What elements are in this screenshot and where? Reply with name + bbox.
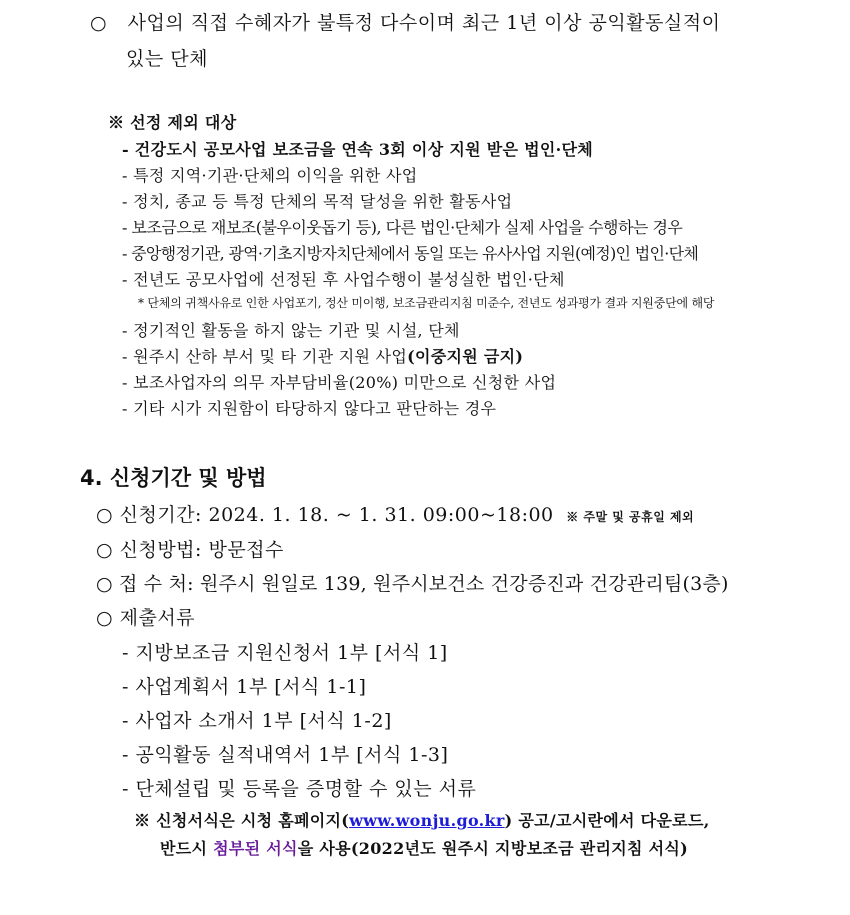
exclusion-item-4: - 보조금으로 재보조(불우이웃돕기 등), 다른 법인·단체가 실제 사업을 수행하는 경우	[122, 218, 683, 237]
notice-line-2	[160, 836, 688, 859]
exclusion-item-8-bold: (이중지원 금지)	[407, 347, 524, 366]
notice-line-1	[134, 808, 710, 831]
exclusion-item-10: - 기타 시가 지원함이 타당하지 않다고 판단하는 경우	[122, 399, 497, 418]
method-line: ○ 신청방법: 방문접수	[96, 539, 284, 561]
exclusion-title: ※ 선정 제외 대상	[108, 113, 237, 132]
attached-form-highlight: 첨부된 서식	[213, 839, 298, 858]
exclusion-item-8-text: - 원주시 산하 부서 및 타 기관 지원 사업	[122, 347, 408, 366]
exclusion-footnote: * 단체의 귀책사유로 인한 사업포기, 정산 미이행, 보조금관리지침 미준수, 전년도 성과평가 결과 지원중단에 해당	[138, 296, 715, 310]
exclusion-item-9: - 보조사업자의 의무 자부담비율(20%) 미만으로 신청한 사업	[122, 373, 557, 392]
exclusion-item-2: - 특정 지역·기관·단체의 이익을 위한 사업	[122, 166, 418, 185]
intro-text-2: 있는 단체	[126, 48, 208, 70]
intro-text-1: 사업의 직접 수혜자가 불특정 다수이며 최근 1년 이상 공익활동실적이	[127, 12, 721, 34]
exclusion-item-3: - 정치, 종교 등 특정 단체의 목적 달성을 위한 활동사업	[122, 192, 513, 211]
period-text: ○ 신청기간: 2024. 1. 18. ~ 1. 31. 09:00~18:00	[96, 504, 554, 526]
period-note: ※ 주말 및 공휴일 제외	[566, 510, 695, 524]
notice-text-b: ) 공고/고시란에서 다운로드,	[504, 811, 710, 830]
doc-item-4: - 공익활동 실적내역서 1부 [서식 1-3]	[122, 744, 449, 766]
doc-item-1: - 지방보조금 지원신청서 1부 [서식 1]	[122, 642, 448, 664]
doc-item-5: - 단체설립 및 등록을 증명할 수 있는 서류	[122, 778, 477, 800]
place-line: ○ 접 수 처: 원주시 원일로 139, 원주시보건소 건강증진과 건강관리팀(3층)	[96, 573, 729, 595]
exclusion-item-8	[122, 344, 523, 367]
section-4-heading: 4. 신청기간 및 방법	[80, 466, 267, 490]
exclusion-item-1: - 건강도시 공모사업 보조금을 연속 3회 이상 지원 받은 법인·단체	[122, 140, 593, 159]
notice2-text-b: 을 사용(2022년도 원주시 지방보조금 관리지침 서식)	[297, 839, 688, 858]
exclusion-item-6: - 전년도 공모사업에 선정된 후 사업수행이 불성실한 법인·단체	[122, 270, 565, 289]
docs-title: ○ 제출서류	[96, 607, 196, 629]
notice-text-a: ※ 신청서식은 시청 홈페이지(	[134, 811, 350, 830]
homepage-link[interactable]: www.wonju.go.kr	[349, 811, 505, 830]
intro-line-1	[90, 8, 720, 35]
period-line	[96, 500, 694, 527]
exclusion-item-5: - 중앙행정기관, 광역·기초지방자치단체에서 동일 또는 유사사업 지원(예정)인 법인·단체	[122, 244, 699, 263]
notice2-text-a: 반드시	[160, 839, 214, 858]
doc-item-2: - 사업계획서 1부 [서식 1-1]	[122, 676, 367, 698]
bullet-circle: ○	[90, 12, 108, 34]
doc-item-3: - 사업자 소개서 1부 [서식 1-2]	[122, 710, 392, 732]
exclusion-item-7: - 정기적인 활동을 하지 않는 기관 및 시설, 단체	[122, 321, 460, 340]
